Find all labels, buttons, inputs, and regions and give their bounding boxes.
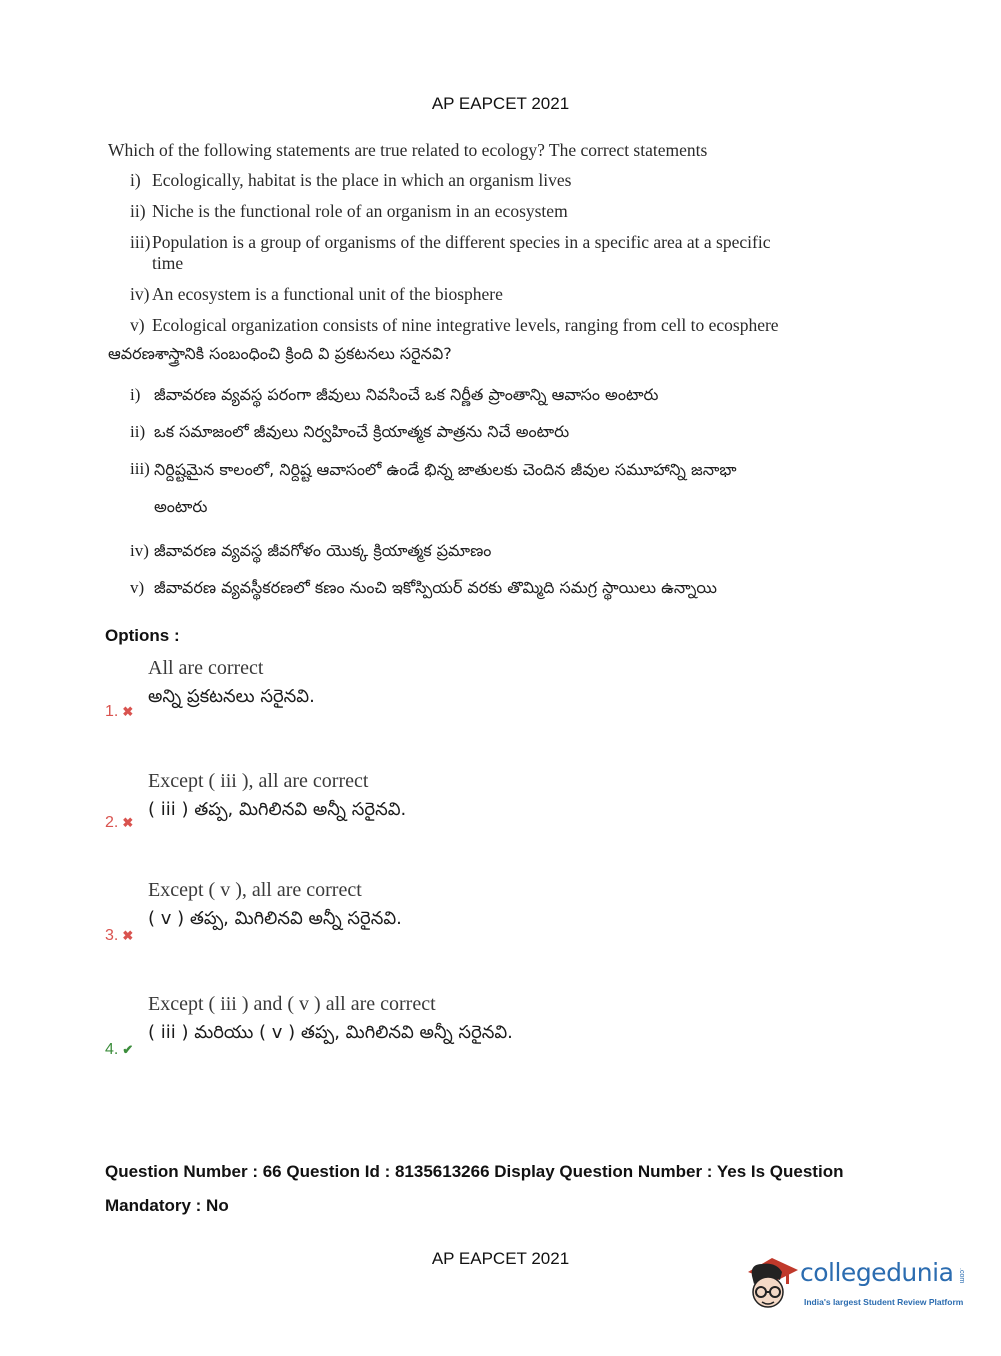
statement-telugu-4 [130,540,748,562]
option-4[interactable] [148,993,513,1047]
mascot-icon [742,1250,800,1316]
statement-number: i) [130,385,141,404]
statement-english-5 [130,315,788,336]
option-2-number: 2. ✖ [105,814,134,831]
question-telugu [108,344,748,614]
logo-suffix: .com [958,1268,965,1284]
statement-telugu-3 [130,458,748,525]
option-text-english: All are correct [148,657,264,679]
question-meta-line-2: Mandatory : No [105,1196,229,1215]
question-english [108,140,788,346]
option-text-telugu: ( v ) తప్ప, మిగిలినవి అన్నీ సరైనవి. [148,908,402,929]
statement-telugu-5 [130,577,748,599]
statement-text: జీవావరణ వ్యవస్థీకరణలో కణం నుంచి ఇకోస్పియర్ వరకు తొమ్మిది సమగ్ర స్థాయిలు ఉన్నాయి [154,578,717,597]
statement-number: iii) [130,459,150,478]
option-3-number: 3. ✖ [105,927,134,944]
statement-number: iv) [130,284,150,304]
statement-number: ii) [130,201,146,221]
logo-wordmark: collegedunia [800,1258,954,1287]
page-footer-title: AP EAPCET 2021 [431,1249,570,1268]
question-stem-telugu: ఆవరణశాస్త్రానికి సంబంధించి క్రింది వి ప్రకటనలు సరైనవి? [108,344,452,363]
option-text-telugu: ( iii ) తప్ప, మిగిలినవి అన్నీ సరైనవి. [148,799,407,820]
question-meta [105,1155,905,1223]
logo-tagline: India's largest Student Review Platform [804,1297,964,1307]
statement-text: జీవావరణ వ్యవస్థ జీవగోళం యొక్క క్రియాత్మక ప్రమాణం [154,541,492,560]
question-stem-english: Which of the following statements are true related to ecology? The correct statements [108,140,708,160]
option-text-english: Except ( iii ) and ( v ) all are correct [148,993,436,1015]
wrong-cross-icon: ✖ [122,928,134,943]
statement-number: iii) [130,232,151,252]
option-1-number: 1. ✖ [105,703,134,720]
option-1[interactable] [148,657,315,711]
statement-number: iv) [130,541,149,560]
wrong-cross-icon: ✖ [122,815,134,830]
option-text-telugu: అన్ని ప్రకటనలు సరైనవి. [148,686,315,707]
statement-english-2 [130,201,788,222]
statement-english-1 [130,170,788,191]
statement-text: An ecosystem is a functional unit of the biosphere [152,284,503,304]
statement-text: జీవావరణ వ్యవస్థ పరంగా జీవులు నివసించే ఒక నిర్ణీత ప్రాంతాన్ని ఆవాసం అంటారు [154,385,659,404]
option-2[interactable] [148,770,406,824]
correct-check-icon: ✔ [122,1042,134,1057]
statement-number: v) [130,315,145,335]
statement-text: ఒక సమాజంలో జీవులు నిర్వహించే క్రియాత్మక పాత్రను నిచే అంటారు [154,422,570,441]
collegedunia-logo[interactable] [742,1250,972,1316]
statement-text: Ecological organization consists of nine integrative levels, ranging from cell to ecosphere [152,315,779,335]
page-header-title: AP EAPCET 2021 [431,94,570,113]
option-3[interactable] [148,879,402,933]
statement-telugu-1 [130,384,748,406]
option-4-number: 4. ✔ [105,1041,134,1058]
question-meta-line-1: Question Number : 66 Question Id : 8135613266 Display Question Number : Yes Is Question [105,1162,844,1181]
statement-text: నిర్దిష్టమైన కాలంలో, నిర్దిష్ట ఆవాసంలో ఉండే భిన్న జాతులకు చెందిన జీవుల సమూహాన్ని జనాభా అంటారు [154,460,737,516]
statement-number: i) [130,170,141,190]
statement-text: Population is a group of organisms of the different species in a specific area at a specific time [152,232,771,273]
statement-telugu-2 [130,421,748,443]
statement-english-4 [130,284,788,305]
statement-number: v) [130,578,145,597]
option-text-english: Except ( v ), all are correct [148,879,362,901]
statement-number: ii) [130,422,146,441]
options-label: Options : [105,626,180,645]
statement-text: Ecologically, habitat is the place in which an organism lives [152,170,572,190]
wrong-cross-icon: ✖ [122,704,134,719]
option-text-english: Except ( iii ), all are correct [148,770,369,792]
statement-english-3 [130,232,788,274]
option-text-telugu: ( iii ) మరియు ( v ) తప్ప, మిగిలినవి అన్నీ సరైనవి. [148,1022,513,1043]
statement-text: Niche is the functional role of an organism in an ecosystem [152,201,568,221]
